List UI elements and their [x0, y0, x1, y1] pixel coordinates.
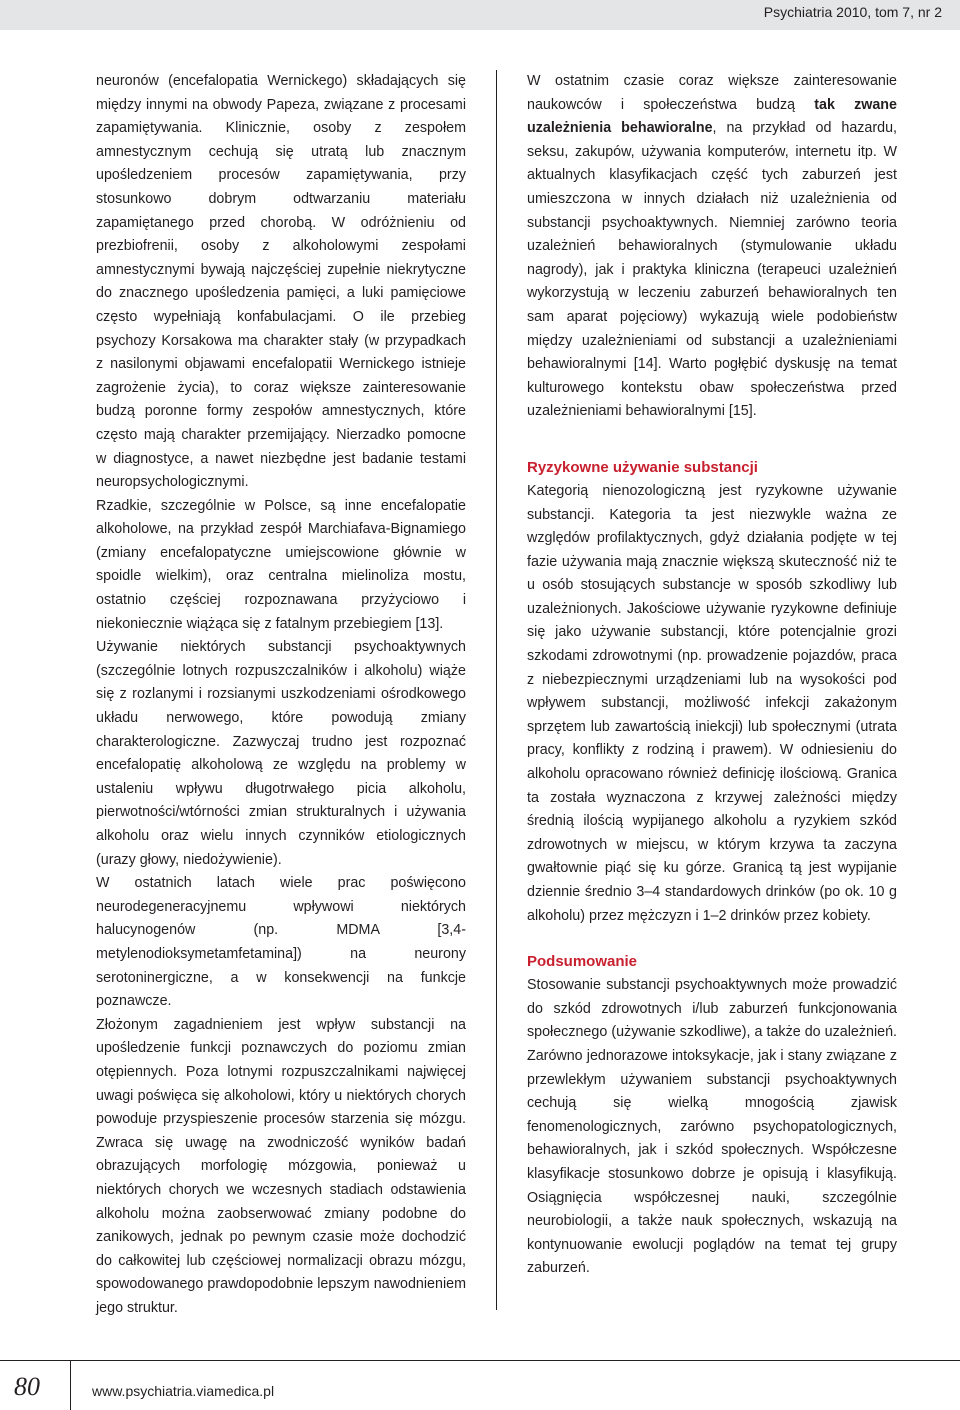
paragraph: Kategorią nienozologiczną jest ryzykowne używanie substancji. Kategoria ta jest niezwykle ważna ze względów profilaktycznych, gdyż działania podjęte w tej fazie używania mają znacznie większą skuteczność niż te u osób stosujących substancje w sposób szkodliwy lub uzależnionych. Jakościowe używanie ryzykowne definiuje się jako używanie substancji, które potencjalnie grozi szkodami zdrowotnymi (np. prowadzenie pojazdów, praca z niebezpiecznymi urządzeniami lub na wysokości pod wpływem substancji, możliwość infekcji zakażonym sprzętem lub zawartością iniekcji) lub społecznymi (utrata pracy, konflikty z rodziną i prawem). W odniesieniu do alkoholu opracowano również definicję ilościową. Granica ta została wyznaczona z krzywej zależności między średnią ilością wypijanego alkoholu a ryzykiem szkód zdrowotnych w miejscu, w którym krzywa ta zaczyna gwałtownie piąć się ku górze. Granicą tą jest wypijanie dziennie średnio 3–4 standardowych drinków (po ok. 10 g alkoholu) przez mężczyzn i 1–2 drinków przez kobiety.	[527, 482, 897, 924]
left-column	[96, 70, 466, 1320]
paragraph: Rzadkie, szczególnie w Polsce, są inne encefalopatie alkoholowe, na przykład zespół Marchiafava-Bignamiego (zmiany encefalopatyczne umiejscowione głównie w spoidle wielkim), oraz centralna mielinoliza mostu, ostatnio częściej rozpoznawana przyżyciowo i niekoniecznie wiążąca się z fatalnym przebiegiem [13].	[96, 497, 466, 632]
paragraph: neuronów (encefalopatia Wernickego) składających się między innymi na obwody Papeza, związane z procesami zapamiętywania. Klinicznie, osoby z zespołem amnestycznym cechują się utratą lub znacznym upośledzeniem procesów zapamiętywania, przy stosunkowo dobrym odtwarzaniu materiału zapamiętanego przed chorobą. W odróżnieniu od prezbiofrenii, osoby z alkoholowymi zespołami amnestycznymi bywają najczęściej zupełnie niekrytyczne do znacznego upośledzenia pamięci, a luki pamięciowe często wypełniają konfabulacjami. O ile przebieg psychozy Korsakowa ma charakter stały (w przypadkach z nasilonymi objawami encefalopatii Wernickego istnieje zagrożenie życia), to coraz większe zainteresowanie budzą poronne formy zespołów amnestycznych, które często mają charakter przemijający. Nierzadko pomocne w diagnostyce, a nawet niezbędne jest badanie testami neuropsychologicznymi.	[96, 73, 466, 491]
section-heading-summary: Podsumowanie	[527, 953, 638, 971]
paragraph: Złożonym zagadnieniem jest wpływ substancji na upośledzenie funkcji poznawczych do poziomu zmian otępiennych. Poza lotnymi rozpuszczalnikami najwięcej uwagi poświęca się alkoholowi, który u niektórych chorych powoduje przyspieszenie procesów starzenia się mózgu. Zwraca się uwagę na zwodniczość wyników badań obrazujących morfologię mózgowia, ponieważ u niektórych chorych we wczesnych stadiach odstawienia alkoholu można zaobserwować zmiany podobne do zanikowych, jednak po pewnym czasie może dochodzić do całkowitej lub częściowej normalizacji obrazu mózgu, spowodowanego prawdopodobnie lepszym nawodnieniem jego struktur.	[96, 1016, 466, 1316]
column-divider	[496, 70, 497, 1310]
paragraph	[527, 70, 897, 424]
right-column	[527, 70, 897, 1281]
emphasized-term: tak zwane uzależnienia behawioralne	[527, 96, 897, 137]
footer-rule	[0, 1360, 960, 1361]
page-number: 80	[14, 1372, 40, 1401]
site-url[interactable]: www.psychiatria.viamedica.pl	[92, 1383, 275, 1399]
paragraph: W ostatnich latach wiele prac poświęcono neurodegeneracyjnemu wpływowi niektórych halucynogenów (np. MDMA [3,4-metylenodioksymetamfetamina]) na neurony serotoninergiczne, a w konsekwencji na funkcje poznawcze.	[96, 875, 466, 1010]
section-heading-risky-use: Ryzykowne używanie substancji	[527, 458, 758, 476]
paragraph: Stosowanie substancji psychoaktywnych może prowadzić do szkód zdrowotnych i/lub zaburzeń funkcjonowania społecznego (używanie szkodliwe), a także do uzależnień. Zarówno jednorazowe intoksykacje, jak i stany związane z przewlekłym używaniem substancji psychoaktywnych cechują się wielką mnogością zjawisk fenomenologicznych, zarówno psychopatologicznych, behawioralnych, jak i szkód społecznych. Współczesne klasyfikacje stosunkowo dobrze je opisują i klasyfikują. Osiągnięcia współczesnej nauki, szczególnie neurobiologii, a także nauk społecznych, wskazują na kontynuowanie ewolucji poglądów na temat tej grupy zaburzeń.	[527, 977, 897, 1277]
paragraph: Używanie niektórych substancji psychoaktywnych (szczególnie lotnych rozpuszczalników i alkoholu) wiąże się z rozlanymi i rozsianymi uszkodzeniami ośrodkowego układu nerwowego, które powodują zmiany charakterologiczne. Zazwyczaj trudno jest rozpoznać encefalopatię alkoholową ze względu na problemy w ustaleniu wpływu długotrwałego picia alkoholu, pierwotności/wtórności zmian strukturalnych i używania alkoholu oraz wielu innych czynników etiologicznych (urazy głowy, niedożywienie).	[96, 639, 466, 868]
paragraph-text: W ostatnim czasie coraz większe zainteresowanie naukowców i społeczeństwa budzą	[527, 73, 897, 113]
journal-title: Psychiatria 2010, tom 7, nr 2	[763, 4, 942, 20]
paragraph-text: , na przykład od hazardu, seksu, zakupów, używania komputerów, internetu itp. W aktualnych klasyfikacjach część tych zaburzeń jest umieszczona w innych działach niż uzależnienia od substancji psychoaktywnych. Niemniej zarówno teoria uzależnień behawioralnych (stymulowanie układu nagrody), jak i praktyka kliniczna (terapeuci uzależnień wykorzystują w leczeniu zaburzeń behawioralnych ten sam aparat pojęciowy) wykazują wiele podobieństw między uzależnieniami od substancji a uzależnieniami behawioralnymi [14]. Warto pogłębić dyskusję na temat kulturowego kontekstu obaw społeczeństwa przed uzależnieniami behawioralnymi [15].	[527, 120, 897, 420]
